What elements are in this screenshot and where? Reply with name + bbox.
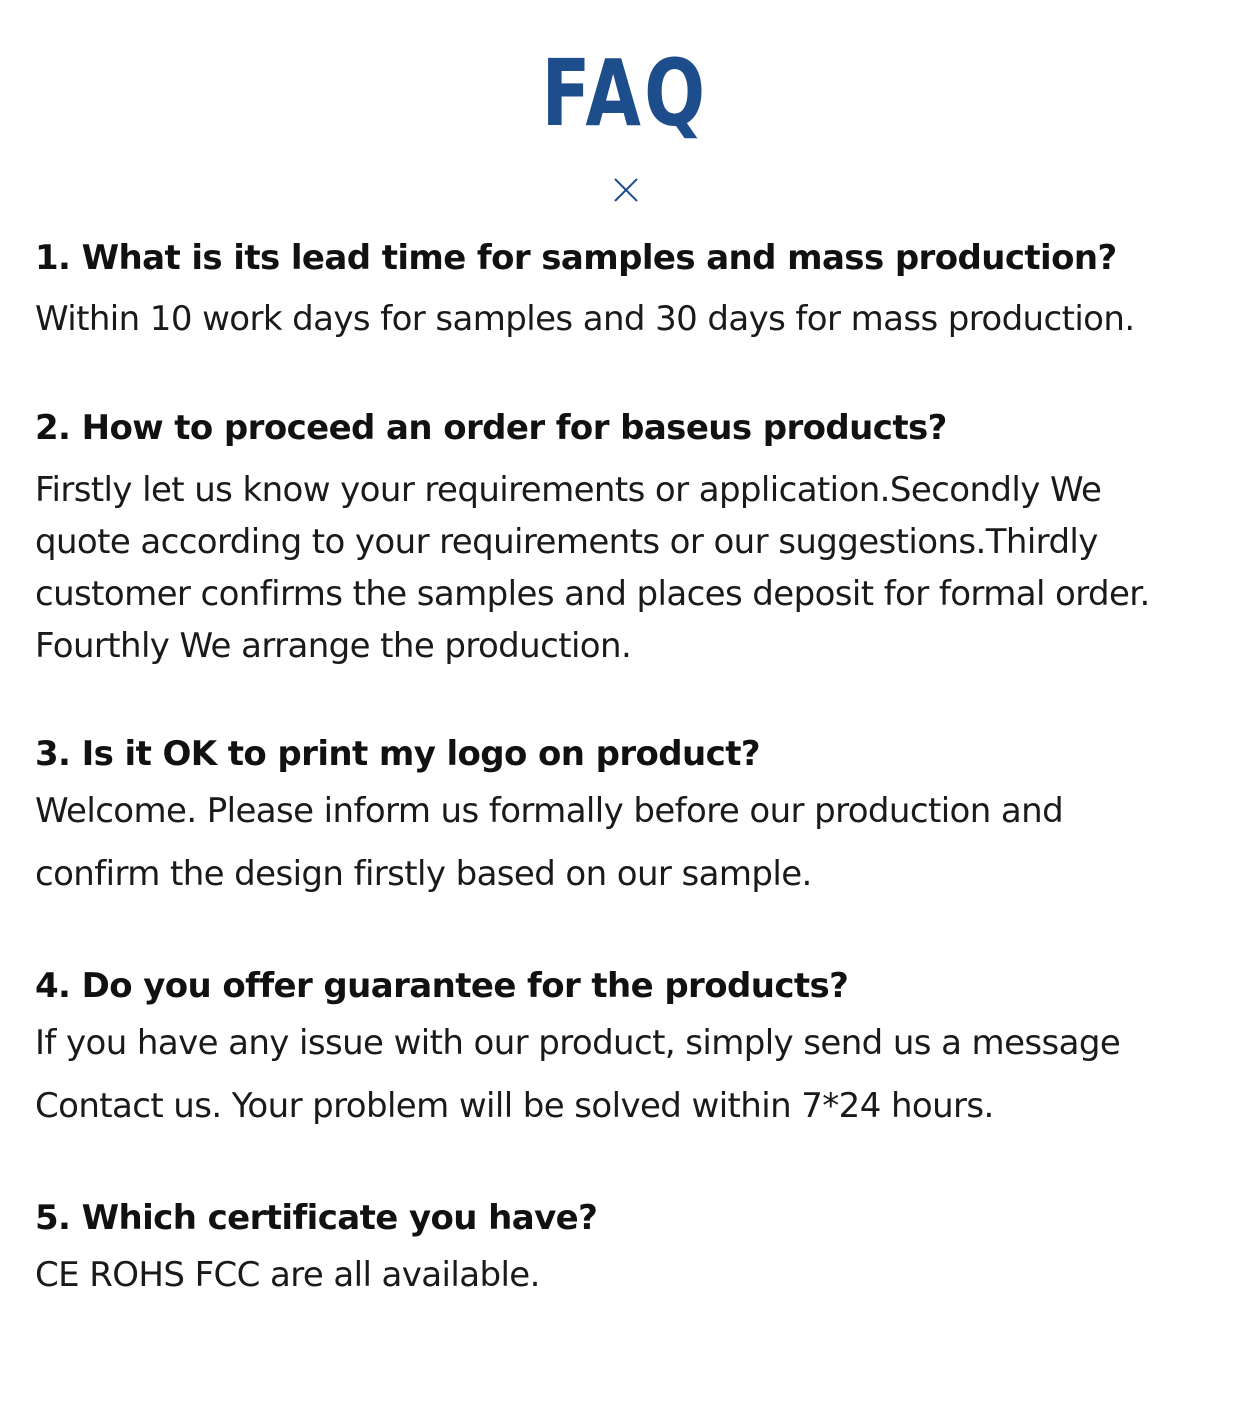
faq-item-1 [35, 232, 1215, 354]
faq-question: 2. How to proceed an order for baseus products? [35, 408, 947, 448]
faq-answer: CE ROHS FCC are all available. [35, 1255, 540, 1295]
faq-answer: Firstly let us know your requirements or application.Secondly We quote according to your requirements or our suggestions.Thirdly customer confirms the samples and places deposit for formal order. Fourthly We arrange the production. [35, 470, 1150, 666]
close-icon[interactable] [612, 176, 640, 204]
faq-question: 3. Is it OK to print my logo on product? [35, 734, 760, 774]
faq-question: 4. Do you offer guarantee for the products? [35, 966, 849, 1006]
faq-answer: Welcome. Please inform us formally before our production and confirm the design firstly based on our sample. [35, 791, 1064, 894]
faq-answer: If you have any issue with our product, simply send us a message Contact us. Your problem will be solved within 7*24 hours. [35, 1023, 1121, 1126]
faq-item-3 [35, 728, 1215, 906]
faq-list [35, 232, 1215, 1307]
faq-item-5 [35, 1192, 1215, 1307]
faq-answer: Within 10 work days for samples and 30 days for mass production. [35, 299, 1135, 339]
page-title: FAQ [541, 40, 709, 147]
faq-header [0, 40, 1250, 147]
faq-question: 5. Which certificate you have? [35, 1198, 598, 1238]
faq-question: 1. What is its lead time for samples and mass production? [35, 238, 1117, 278]
faq-item-4 [35, 960, 1215, 1138]
faq-item-2 [35, 402, 1215, 672]
